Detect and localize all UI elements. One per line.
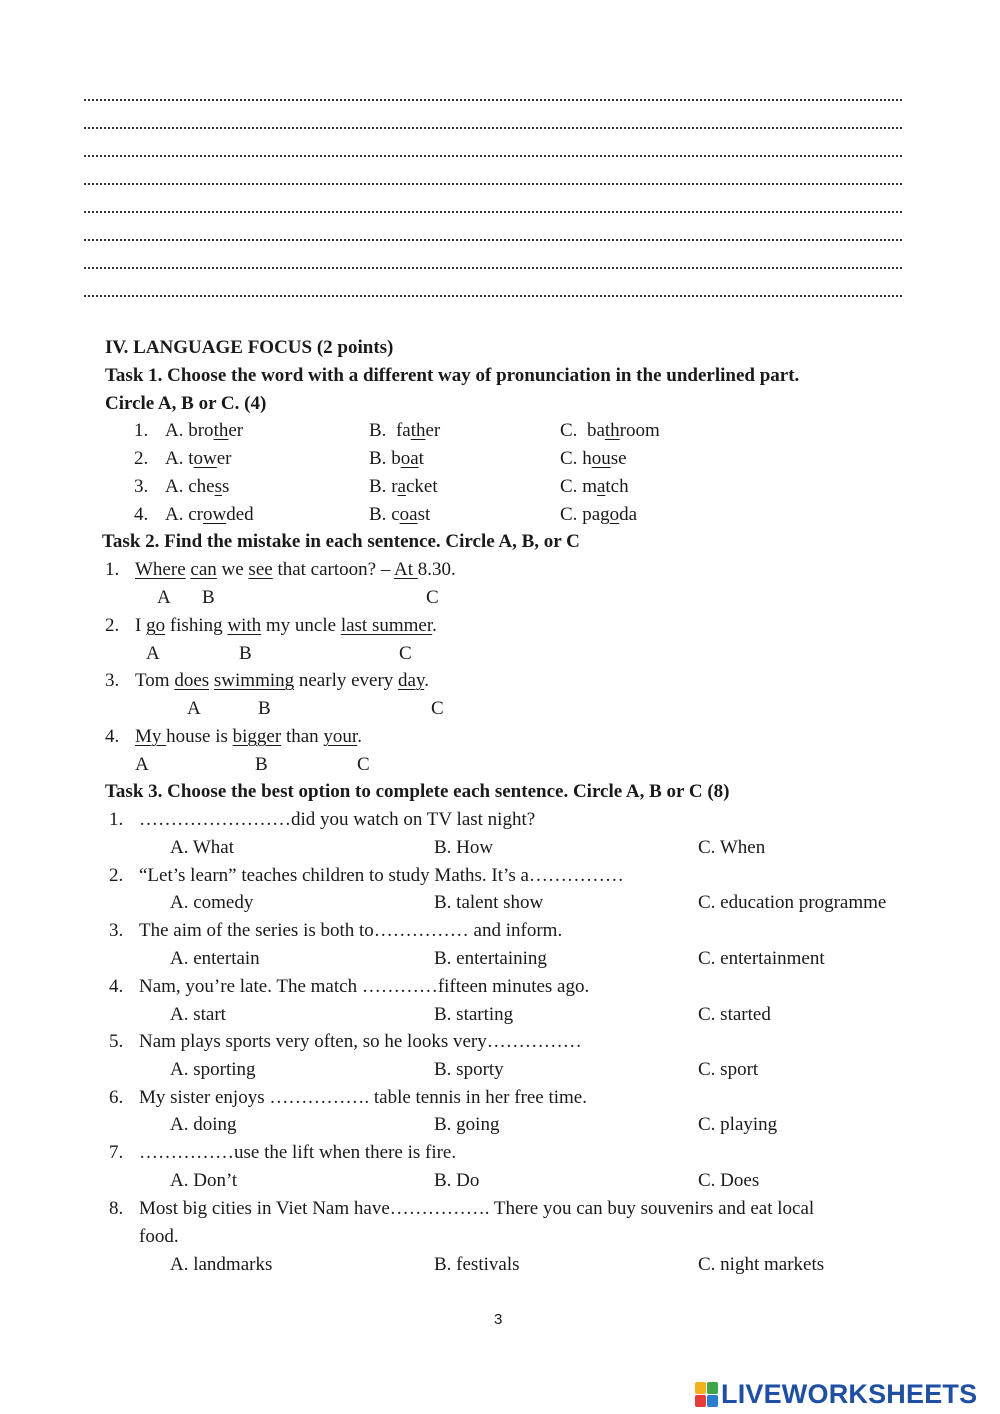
task3-item-number: 8.: [109, 1198, 124, 1219]
choice-label-c[interactable]: C: [426, 587, 439, 608]
word-part: se: [610, 448, 627, 469]
task2-item-number: 4.: [105, 726, 120, 747]
word-part: c: [391, 504, 400, 525]
task3-question: ……………………did you watch on TV last night?: [139, 809, 536, 830]
word-part: cket: [405, 476, 438, 497]
task3-option-a[interactable]: A. What: [170, 837, 235, 858]
task3-question: Nam, you’re late. The match …………fifteen minutes ago.: [139, 976, 590, 997]
task3-option-b[interactable]: B. sporty: [434, 1059, 504, 1080]
option-letter: A.: [165, 504, 184, 525]
word-part: ba: [586, 420, 605, 441]
word-part: che: [188, 476, 215, 497]
word-part: fa: [395, 420, 411, 441]
logo-mark-icon: [695, 1381, 719, 1407]
underlined-part: oa: [399, 504, 418, 525]
sentence-text: 8.30.: [417, 559, 456, 580]
word-part: r: [391, 476, 398, 497]
task3-title: Task 3. Choose the best option to complete each sentence. Circle A, B or C (8): [105, 781, 730, 802]
underlined-word: does: [174, 670, 210, 691]
task3-item-number: 5.: [109, 1031, 124, 1052]
option-letter: B.: [369, 420, 387, 441]
underlined-part: a: [596, 476, 606, 497]
word-part: m: [582, 476, 597, 497]
word-part: room: [619, 420, 660, 441]
task3-question: “Let’s learn” teaches children to study Maths. It’s a……………: [139, 865, 624, 886]
option-letter: B.: [369, 448, 387, 469]
task2-sentence: [135, 727, 362, 746]
task3-option-c[interactable]: C. entertainment: [698, 948, 825, 969]
task1-item-number: 1.: [134, 420, 149, 441]
logo-text: LIVEWORKSHEETS: [721, 1378, 978, 1409]
task3-option-b[interactable]: B. festivals: [434, 1254, 520, 1275]
task3-question: The aim of the series is both to…………… and inform.: [139, 920, 563, 941]
task1-option-c[interactable]: [560, 477, 629, 496]
underlined-part: a: [397, 476, 406, 497]
underlined-word: last summer: [340, 615, 433, 636]
underlined-part: th: [604, 420, 620, 441]
task3-question-continuation: food.: [139, 1226, 179, 1247]
underlined-word: your: [323, 726, 358, 747]
option-letter: A.: [165, 476, 184, 497]
answer-line: [84, 155, 902, 157]
task3-option-c[interactable]: C. education programme: [698, 892, 887, 913]
sentence-text: house is: [166, 726, 233, 747]
word-part: cr: [188, 504, 203, 525]
task3-option-c[interactable]: C. sport: [698, 1059, 759, 1080]
task3-question: Most big cities in Viet Nam have……………. There you can buy souvenirs and eat local: [139, 1198, 815, 1219]
task3-option-c[interactable]: C. night markets: [698, 1254, 825, 1275]
task3-item-number: 6.: [109, 1087, 124, 1108]
choice-label-a[interactable]: A: [135, 754, 149, 775]
sentence-text: Tom: [135, 670, 175, 691]
word-part: ded: [226, 504, 254, 525]
task2-item-number: 2.: [105, 615, 120, 636]
task1-item-number: 4.: [134, 504, 149, 525]
liveworksheets-logo[interactable]: [695, 1378, 977, 1410]
option-letter: C.: [560, 420, 578, 441]
choice-label-b[interactable]: B: [239, 643, 252, 664]
task1-option-b[interactable]: [369, 505, 430, 524]
underlined-word: with: [227, 615, 262, 636]
task3-option-a[interactable]: A. entertain: [170, 948, 260, 969]
word-part: pag: [582, 504, 610, 525]
task1-option-a[interactable]: [165, 477, 229, 496]
choice-label-a[interactable]: A: [187, 698, 201, 719]
task3-option-a[interactable]: A. Don’t: [170, 1170, 238, 1191]
task3-option-a[interactable]: A. start: [170, 1004, 226, 1025]
task3-option-b[interactable]: B. entertaining: [434, 948, 547, 969]
answer-line: [84, 99, 902, 101]
task1-option-b[interactable]: [369, 477, 438, 496]
task3-option-b[interactable]: B. How: [434, 837, 494, 858]
task2-title: Task 2. Find the mistake in each sentence. Circle A, B, or C: [102, 531, 580, 552]
underlined-part: ou: [591, 448, 611, 469]
sentence-text: .: [432, 615, 437, 636]
word-part: bro: [188, 420, 214, 441]
task3-option-b[interactable]: B. going: [434, 1114, 500, 1135]
word-part: st: [417, 504, 431, 525]
sentence-text: fishing: [165, 615, 228, 636]
answer-line: [84, 127, 902, 129]
sentence-text: I: [135, 615, 147, 636]
underlined-word: Where: [135, 559, 186, 580]
task2-sentence: [135, 616, 437, 635]
choice-label-b[interactable]: B: [258, 698, 271, 719]
word-part: tch: [605, 476, 629, 497]
underlined-part: o: [609, 504, 620, 525]
task1-option-b[interactable]: [369, 421, 440, 440]
underlined-word: My: [135, 726, 167, 747]
task2-sentence: [135, 560, 456, 579]
task1-option-c[interactable]: [560, 421, 660, 440]
option-letter: C.: [560, 476, 578, 497]
answer-line: [84, 267, 902, 269]
task3-item-number: 4.: [109, 976, 124, 997]
word-part: da: [619, 504, 638, 525]
task3-item-number: 2.: [109, 865, 124, 886]
word-part: er: [216, 448, 232, 469]
sentence-text: we: [216, 559, 249, 580]
task3-item-number: 1.: [109, 809, 124, 830]
underlined-word: can: [190, 559, 217, 580]
task2-sentence: [135, 671, 429, 690]
underlined-word: swimming: [213, 670, 295, 691]
task1-option-a[interactable]: [165, 449, 232, 468]
choice-label-b[interactable]: B: [202, 587, 215, 608]
task3-option-c[interactable]: C. started: [698, 1004, 771, 1025]
sentence-text: than: [281, 726, 324, 747]
answer-line: [84, 239, 902, 241]
task3-option-c[interactable]: C. When: [698, 837, 766, 858]
underlined-word: see: [248, 559, 273, 580]
answer-line: [84, 183, 902, 185]
word-part: er: [228, 420, 244, 441]
word-part: t: [418, 448, 424, 469]
task3-option-c[interactable]: C. playing: [698, 1114, 778, 1135]
choice-label-a[interactable]: A: [157, 587, 171, 608]
choice-label-c[interactable]: C: [431, 698, 444, 719]
task3-option-a[interactable]: A. landmarks: [170, 1254, 273, 1275]
task1-item-number: 2.: [134, 448, 149, 469]
task3-option-c[interactable]: C. Does: [698, 1170, 760, 1191]
task1-option-a[interactable]: [165, 421, 243, 440]
task2-item-number: 3.: [105, 670, 120, 691]
option-letter: B.: [369, 504, 387, 525]
underlined-word: day: [398, 670, 425, 691]
answer-line: [84, 211, 902, 213]
task3-option-a[interactable]: A. comedy: [170, 892, 254, 913]
task1-item-number: 3.: [134, 476, 149, 497]
task1-option-c[interactable]: [560, 505, 637, 524]
choice-label-c[interactable]: C: [399, 643, 412, 664]
choice-label-a[interactable]: A: [146, 643, 160, 664]
underlined-part: oa: [400, 448, 419, 469]
option-letter: C.: [560, 448, 578, 469]
task1-title-line2: Circle A, B or C. (4): [105, 393, 267, 414]
task3-item-number: 3.: [109, 920, 124, 941]
option-letter: A.: [165, 420, 184, 441]
word-part: s: [222, 476, 230, 497]
task3-question: ……………use the lift when there is fire.: [139, 1142, 457, 1163]
underlined-word: At: [394, 559, 418, 580]
underlined-part: ow: [203, 504, 227, 525]
task1-option-a[interactable]: [165, 505, 254, 524]
underlined-part: ow: [193, 448, 217, 469]
task3-question: My sister enjoys ……………. table tennis in her free time.: [139, 1087, 587, 1108]
underlined-word: go: [146, 615, 166, 636]
task1-option-c[interactable]: [560, 449, 627, 468]
word-part: t: [188, 448, 194, 469]
task3-option-b[interactable]: B. Do: [434, 1170, 480, 1191]
task1-option-b[interactable]: [369, 449, 424, 468]
word-part: h: [582, 448, 592, 469]
task1-title-line1: Task 1. Choose the word with a different way of pronunciation in the underlined part.: [105, 365, 800, 386]
sentence-text: .: [424, 670, 429, 691]
sentence-text: my uncle: [261, 615, 341, 636]
underlined-part: s: [214, 476, 223, 497]
task2-item-number: 1.: [105, 559, 120, 580]
underlined-part: th: [410, 420, 426, 441]
task3-option-b[interactable]: B. talent show: [434, 892, 544, 913]
section-heading: IV. LANGUAGE FOCUS (2 points): [105, 337, 394, 358]
answer-line: [84, 295, 902, 297]
option-letter: B.: [369, 476, 387, 497]
option-letter: C.: [560, 504, 578, 525]
choice-label-b[interactable]: B: [255, 754, 268, 775]
page-number: 3: [494, 1311, 503, 1328]
task3-option-b[interactable]: B. starting: [434, 1004, 514, 1025]
option-letter: A.: [165, 448, 184, 469]
sentence-text: nearly every: [294, 670, 399, 691]
choice-label-c[interactable]: C: [357, 754, 370, 775]
task3-option-a[interactable]: A. doing: [170, 1114, 237, 1135]
underlined-word: bigger: [232, 726, 282, 747]
task3-option-a[interactable]: A. sporting: [170, 1059, 256, 1080]
sentence-text: .: [357, 726, 362, 747]
word-part: er: [425, 420, 441, 441]
word-part: b: [391, 448, 401, 469]
sentence-text: that cartoon? –: [272, 559, 395, 580]
task3-item-number: 7.: [109, 1142, 124, 1163]
task3-question: Nam plays sports very often, so he looks very……………: [139, 1031, 582, 1052]
underlined-part: th: [213, 420, 229, 441]
